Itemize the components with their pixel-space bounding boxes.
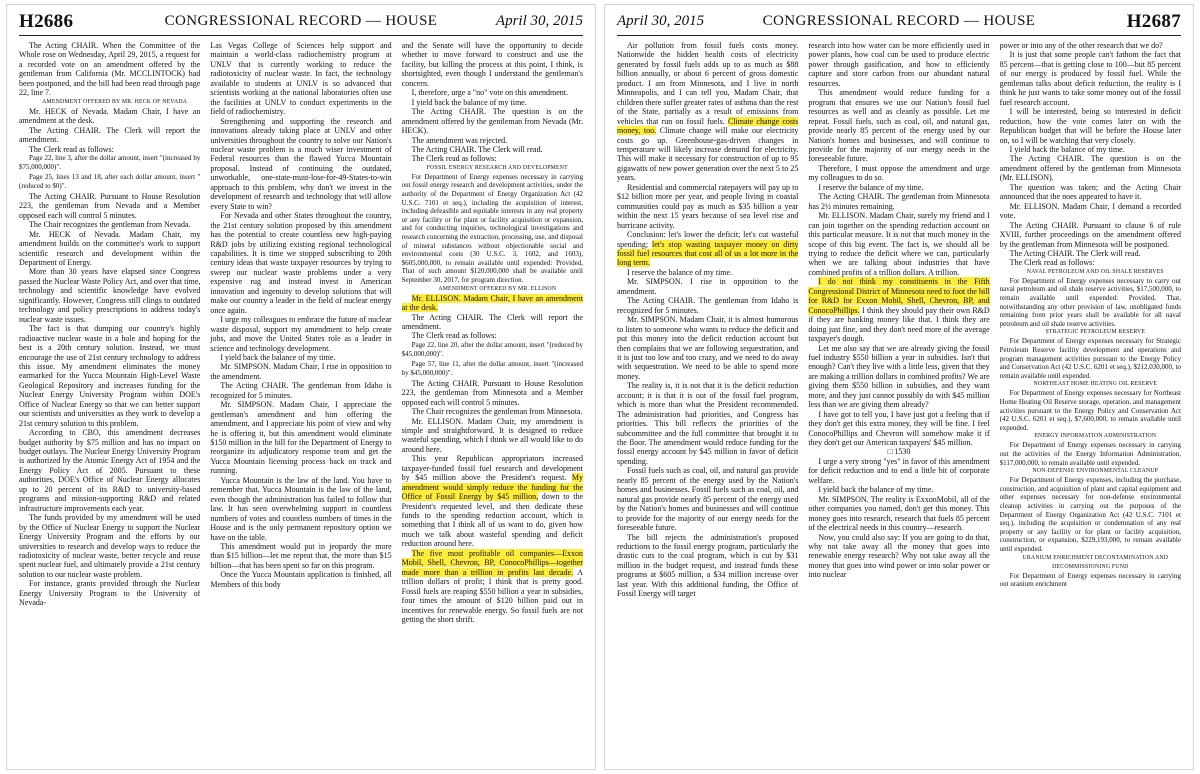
appropriation-text: For Department of Energy expenses necessary to carry out naval petroleum and oil shale reserve activities, $17,500,000, to remain available until expended: Provided, That, notwithstanding any other provision of law, unobligated funds remaining from prior years shall be available for all naval petroleum and oil shale reserve activities. — [999, 276, 1181, 328]
paragraph: I yield back the balance of my time. — [411, 97, 527, 107]
text-run: This year Republican appropriators increased taxpayer-funded fossil fuel research and development by $45 million above the President's request. — [401, 454, 583, 483]
paragraph — [617, 230, 798, 268]
paragraph: The Acting CHAIR. The Clerk will read. — [411, 144, 543, 154]
paragraph: The amendment was rejected. — [411, 135, 508, 145]
column-2 — [210, 41, 391, 761]
appropriation-text: For Department of Energy expenses necessary for Northeast Home Heating Oil Reserve storage, operation, and management activities pursuant to the Energy Policy and Conservation Act (42 U.S.C. 6201 et seq.), $7,600,000, to remain available until expended. — [999, 389, 1181, 432]
amendment-heading: AMENDMENT OFFERED BY MR. HECK OF NEVADA — [42, 98, 188, 105]
text-run: down to the President's requested level, and then dedicate these funds to the spending reduction account, which is something that I think all of us want to do, given how much we talk about wasteful spending and deficit reduction around here. — [401, 492, 583, 549]
appropriation-text: For Department of Energy expenses, including the purchase, construction, and acquisition of plant and capital equipment and other expenses necessary for non-defense environmental cleanup activities in carrying out the purposes of the Department of Energy Organization Act (42 U.S.C. 7101 et seq.), including the acquisition or condemnation of any real property or any facility or for plant or facility acquisition, construction, or expansion, $229,193,000, to remain available until expended. — [999, 476, 1181, 553]
paragraph: The Acting CHAIR. When the Committee of the Whole rose on Wednesday, April 29, 2015, a request for a recorded vote on an amendment offered by the gentleman from California (Mr. MCCLINTOCK) had been postponed, and the bill had been read through page 22, line 7. — [19, 41, 201, 98]
highlight: Climate change costs money, too. — [617, 116, 799, 136]
paragraph: I will be interested, being so interested in deficit reduction, how the vote comes later on with the Republican budget that will be before the House later on, so I will be watching that very closely. — [999, 107, 1181, 145]
paragraph: The Acting CHAIR. The question is on the amendment offered by the gentleman from Minnesota (Mr. ELLISON). — [999, 154, 1181, 183]
paragraph: and the Senate will have the opportunity to decide whether to move forward to construct and use the facility, but killing the process at this point, I think, is shortsighted, even though I understand the gentleman's concern. — [401, 41, 583, 88]
paragraph: The Acting CHAIR. Pursuant to House Resolution 223, the gentleman from Nevada and a Member opposed each will control 5 minutes. — [19, 191, 201, 220]
paragraph: I have got to tell you, I have just got a feeling that if they don't get this extra money, they will be fine. I feel ConocoPhillips and Chevron will somehow make it if they don't get our American taxpayers' $45 million. — [808, 409, 990, 448]
column-1 — [617, 41, 798, 761]
section-heading: NON-DEFENSE ENVIRONMENTAL CLEANUP — [1032, 468, 1159, 475]
highlight: The five most profitable oil companies—Exxon Mobil, Shell, Chevron, BP, ConocoPhillips—together made more than a trillion in profits last decade. — [401, 548, 583, 577]
paragraph: The Chair recognizes the gentleman from Nevada. — [29, 220, 191, 230]
paragraph: This amendment would reduce funding for a program that ensures we use our Nation's fossil fuel resources as well and as cleanly as possible. Let me repeat. Fossil fuels, such as coal, oil, and natural gas, provide nearly 85 percent of the energy used by our Nation's homes and businesses, and will continue to provide for the majority of our energy needs in the foreseeable future. — [808, 88, 990, 164]
paragraph: I urge my colleagues to embrace the future of nuclear waste disposal, support my amendment to help create jobs, and move the United States role as a leader in science and technology development. — [210, 315, 392, 353]
paragraph: The Chair recognizes the gentleman from Minnesota. — [411, 407, 583, 417]
paragraph: The Clerk read as follows: — [29, 144, 114, 154]
amendment-text: Page 57, line 11, after the dollar amount, insert "(increased by $45,000,000)". — [401, 359, 583, 378]
paragraph: Now, you could also say: If you are going to do that, why not take away all the money that goes into renewable energy research? Why not take away all the money that goes into wind power or into solar power or into nuclear — [808, 532, 990, 580]
paragraph: Once the Yucca Mountain application is finished, all Members of this body — [210, 570, 392, 589]
section-heading: URANIUM ENRICHMENT DECONTAMINATION AND DECOMMISSIONING FUND — [1022, 554, 1169, 570]
paragraph: The Acting CHAIR. The gentleman from Idaho is recognized for 5 minutes. — [617, 296, 799, 315]
paragraph — [617, 41, 798, 183]
paragraph: Mr. SIMPSON. Madam Chair, I rise in opposition to the amendment. — [210, 362, 392, 381]
highlight: I do not think my constituents in the Fifth Congressional District of Minnesota need to foot the bill for R&D for Exxon Mobil, Shell, Chevron, BP, and ConocoPhillips. — [808, 277, 990, 315]
paragraph: More than 30 years have elapsed since Congress passed the Nuclear Waste Policy Act, and over that time, technology and scientific knowledge have evolved significantly. However, Congress still clings to outdated technology and policy prescriptions to address today's nuclear waste issues. — [19, 267, 201, 324]
amendment-heading: AMENDMENT OFFERED BY MR. ELLISON — [438, 285, 557, 292]
highlighted-paragraph — [402, 294, 583, 313]
paragraph — [402, 454, 583, 549]
column-3 — [402, 41, 583, 761]
paragraph: The Clerk read as follows: — [411, 331, 497, 341]
paragraph: I urge a very strong "yes" in favor of this amendment for deficit reduction and to end a little bit of corporate welfare. — [808, 456, 990, 485]
page-number: H2686 — [19, 11, 74, 32]
paragraph: The Acting CHAIR. The Clerk will report the amendment. — [19, 125, 201, 145]
text-columns — [19, 41, 583, 761]
paragraph: The Acting CHAIR. The gentleman from Idaho is recognized for 5 minutes. — [210, 381, 392, 400]
column-2 — [808, 41, 989, 761]
page-header — [19, 11, 583, 36]
paragraph: For Nevada and other States throughout the country, the 21st century solution proposed by this amendment has the potential to create countless new high-paying R&D jobs by utilizing existing regional technological capabilities. It is time we stopped subscribing to 20th century ideas that waste taxpayer resources by trying to sweep our nuclear waste problems under a very expensive rug and instead invest in American innovation and ingenuity to develop solutions that will make our country a leader in the field of nuclear energy once again. — [210, 211, 392, 315]
paragraph: Strengthening and supporting the research and innovations already taking place at UNLV and other universities throughout the country to solve our Nation's nuclear waste problem is a much wiser investment of Federal resources than the flawed Yucca Mountain proposal. Instead of continuing the outdated, unworkable, one-state-must-lose-for-49-States-to-win approach to this problem, why don't we invest in the development of research and technology that will allow every State to win? — [210, 116, 392, 211]
paragraph: research into how water can be more efficiently used in power plants, how coal can be used to produce electric power through gasification, and how to efficiently capture and store carbon from our abundant natural resources. — [808, 41, 990, 88]
paragraph: The Acting CHAIR. Pursuant to House Resolution 223, the gentleman from Minnesota and a Member opposed each will control 5 minutes. — [401, 378, 583, 407]
highlight: let's stop wasting taxpayer money on dirty fossil fuel resources that cost all of us a lot more in the long term. — [617, 239, 799, 268]
amendment-text: Page 25, lines 13 and 18, after each dollar amount, insert "(reduced to $0)". — [19, 172, 201, 191]
column-3 — [1000, 41, 1181, 761]
appropriation-text: For Department of Energy expenses necessary in carrying out fossil energy research and development activities, under the authority of the Department of Energy Organization Act (42 U.S.C. 7101 et seq.), including the acquisition of interest, including defeasible and equitable interests in any real property or any facility or for plant or facility acquisition or expansion, and for conducting inquiries, technological investigations and research concerning the extraction, processing, use, and disposal of mineral substances without objectionable social and environmental costs (30 U.S.C. 3, 1602, and 1603), $605,000,000, to remain available until expended: Provided, That of such amount $120,000,000 shall be available until September 30, 2017, for program direction. — [401, 172, 583, 285]
paragraph: I yield back the balance of my time. — [1009, 144, 1125, 154]
paragraph: Mr. SIMPSON. Madam Chair, I appreciate the gentleman's amendment and him offering the amendment, and I appreciate his point of view and why he is offering it, but this amendment would eliminate $150 million in the bill for the Department of Energy to reorganize its adjudicatory response team and get the Yucca Mountain licensing process back on track and running. — [210, 400, 392, 476]
text-run: I think they should pay their own R&D if they are banking money like that. I think they are doing just fine, and they don't need more of the average taxpayer's dough. — [808, 305, 990, 344]
paragraph: I yield back the balance of my time. — [818, 485, 934, 495]
page-header — [617, 11, 1181, 36]
highlight: My amendment would simply reduce the funding for the Office of Fossil Energy by $45 million, — [401, 473, 583, 502]
paragraph: Mr. ELLISON. Madam Chair, my amendment is simple and straightforward. It is designed to reduce wasteful spending, which I think we all would like to do around here. — [401, 416, 583, 454]
paragraph: Mr. SIMPSON. Madam Chair, it is almost humorous to listen to someone who wants to reduce the deficit and put this money into the deficit reduction account but then complains that we are following sequestration, and it is just too low and too crazy, and we need to do away with sequestration. We need to be able to spend more money. — [617, 315, 799, 381]
paragraph: The Acting CHAIR. The question is on the amendment offered by the gentleman from Nevada (Mr. HECK). — [401, 107, 583, 136]
running-title: CONGRESSIONAL RECORD — HOUSE — [164, 13, 438, 29]
paragraph: Let me also say that we are already giving the fossil fuel industry $550 billion a year in subsidies. Isn't that enough? Can't they live with a little less, given that they are making a trillion dollars in combined profits? We are giving them $550 billion in subsidies, and they want more, and they just cannot possibly do with $45 million less than we are giving them already? — [808, 343, 990, 410]
paragraph: I reserve the balance of my time. — [818, 182, 924, 192]
page-right — [604, 4, 1194, 770]
text-run: Air pollution from fossil fuels costs money. Nationwide the hidden health costs of electricity generated by fossil fuels adds up to as much as $88 billion annually, or about 6 percent of gross domestic product. I am from Minnesota, and I live in north Minneapolis, and I can tell you, Madam Chair, that children there suffer greater rates of asthma than the rest of the State, partially as a result of emissions from vehicles that run on fossil fuels. — [617, 41, 799, 126]
text-run: Climate change will make our electricity costs go up. Greenhouse-gas-driven changes in temperature will likely increase demand for electricity. This will make it necessary for construction of up to 95 gigawatts of new power generation over the next 5 to 25 years. — [617, 126, 799, 183]
page-number: H2687 — [1126, 11, 1181, 32]
column-1 — [19, 41, 200, 761]
paragraph: Mr. HECK of Nevada. Madam Chair, my amendment builds on the committee's work to support scientific research and development within the Department of Energy. — [19, 229, 201, 267]
page-left — [6, 4, 596, 770]
paragraph: Mr. SIMPSON. The reality is ExxonMobil, all of the other companies you named, don't get this money. This money goes into research, research that fuels 85 percent of the electrical needs in this country—research. — [808, 494, 990, 533]
page-date: April 30, 2015 — [617, 13, 705, 29]
time-marker: □ 1530 — [887, 447, 911, 457]
paragraph: Mr. ELLISON. Madam Chair, surely my friend and I can join together on the spending reduction account on this particular measure. It is not that much money in the scope of this big event. The fact is, we should all be trying to reduce the deficit where we can, particularly when we are talking about industries that have combined profits of a trillion dollars. A trillion. — [808, 211, 990, 277]
paragraph: Therefore, I must oppose the amendment and urge my colleagues to do so. — [808, 163, 990, 183]
paragraph: The Acting CHAIR. The Clerk will read. — [1009, 248, 1141, 258]
paragraph: Mr. ELLISON. Madam Chair, I demand a recorded vote. — [999, 201, 1181, 221]
paragraph: The question was taken; and the Acting Chair announced that the noes appeared to have it. — [999, 182, 1181, 202]
paragraph: Yucca Mountain is the law of the land. You have to remember that. Yucca Mountain is the law of the land, even though the administration has failed to follow that law. It has seen overwhelming support in countless numbers of votes and countless numbers of times in the House and is the only permanent repository option we have on the table. — [210, 475, 392, 542]
paragraph: According to CBO, this amendment decreases budget authority by $75 million and has no impact on budget outlays. The Nuclear Energy University Program is authorized by the Atomic Energy Act of 1954 and the Energy Policy Act of 2005. Pursuant to these authorities, DOE's Office of Nuclear Energy allocates up to 20 percent of its R&D to university-based programs and mission-supporting R&D and related infrastructure improvements each year. — [19, 428, 201, 513]
paragraph: Mr. HECK of Nevada. Madam Chair, I have an amendment at the desk. — [19, 106, 201, 126]
paragraph: Las Vegas College of Sciences help support and maintain a world-class radiochemistry program at UNLV that is currently working to reduce the radiotoxicity of nuclear waste. In fact, the technology available to students at UNLV is so advanced that scientists working at the national laboratories often use the facilities at UNLV to conduct experiments in the field of radiochemistry. — [210, 41, 392, 117]
text-run: Conclusion: let's lower the deficit; let's cut wasteful spending; — [617, 230, 799, 249]
paragraph: The fact is that dumping our country's highly radioactive nuclear waste in a hole and hoping for the best is a 20th century solution. Instead, we must encourage the use of 21st century technology to address this issue. My amendment eliminates the money earmarked for the Yucca Mountain High-Level Waste Geological Repository and increases funding for the Nuclear Energy University Program within DOE's Office of Nuclear Energy so that we can better support our scientists and universities as they work to develop a 21st century solution to this problem. — [19, 324, 201, 428]
text-columns — [617, 41, 1181, 761]
section-heading: NORTHEAST HOME HEATING OIL RESERVE — [1033, 381, 1158, 388]
appropriation-text: For Department of Energy expenses necessary for Strategic Petroleum Reserve facility development and operations and program management activities pursuant to the Energy Policy and Conservation Act (42 U.S.C. 6201 et seq.), $212,030,000, to remain available until expended. — [999, 337, 1181, 380]
paragraph: The Clerk read as follows: — [411, 154, 497, 164]
amendment-text: Page 22, line 3, after the dollar amount, insert "(increased by $75,000,000)". — [19, 153, 201, 172]
paragraph: Residential and commercial ratepayers will pay up to $12 billion more per year, and people living in coastal communities could pay as much as $35 billion a year within the next 15 years because of sea level rise and hurricane activity. — [617, 182, 799, 230]
paragraph: The reality is, it is not that it is the deficit reduction account; it is that it is out of the fossil fuel program, which is more than what the President recommended. The administration had priorities, and Congress has priorities. This bill reflects the priorities of the subcommittee and the full committee that brought it to the floor. The amendment would reduce funding for the fossil energy account by $45 million in favor of deficit spending. — [617, 381, 799, 466]
paragraph: For instance, grants provided through the Nuclear Energy University Program to the University of Nevada- — [19, 579, 201, 608]
section-heading: NAVAL PETROLEUM AND OIL SHALE RESERVES — [1026, 268, 1164, 275]
text-run: A trillion dollars of profit; I think that is pretty good. Fossil fuels are reaping $550 billion a year in subsidies, four times the amount of $120 billion paid out in incentives for renewable energy. So fossil fuels are not getting the short shrift. — [401, 567, 583, 625]
paragraph: Mr. SIMPSON. I rise in opposition to the amendment. — [617, 277, 799, 296]
paragraph: The funds provided by my amendment will be used by the Office of Nuclear Energy to support the Nuclear Energy University Program and the efforts by our universities to research and develop ways to reduce the radiotoxicity of nuclear waste, better recycle and reuse spent nuclear fuel, and ultimately provide a 21st century solution to our nuclear waste problem. — [19, 513, 201, 579]
paragraph: The Clerk read as follows: — [1009, 258, 1095, 268]
paragraph — [402, 549, 583, 625]
page-date: April 30, 2015 — [495, 13, 583, 29]
paragraph: The Acting CHAIR. The gentleman from Minnesota has 2½ minutes remaining. — [808, 192, 990, 211]
paragraph: The Acting CHAIR. Pursuant to clause 6 of rule XVIII, further proceedings on the amendment offered by the gentleman from Minnesota will be postponed. — [999, 220, 1181, 249]
paragraph: The Acting CHAIR. The Clerk will report the amendment. — [401, 312, 583, 331]
paragraph: The bill rejects the administration's proposed reductions to the fossil energy program, particularly the drastic cuts to the coal program, which is cut by $31 million in the budget request, and instead funds these programs at $605 million, a $34 million increase over last year. With this additional funding, the Office of Fossil Energy will target — [617, 532, 799, 599]
appropriation-text: For Department of Energy expenses necessary in carrying out the activities of the Energy Information Administration, $117,000,000, to remain available until expended. — [999, 441, 1181, 467]
paragraph: I yield back the balance of my time. — [220, 352, 336, 362]
paragraph: power or into any of the other research that we do? — [999, 41, 1163, 50]
section-heading: ENERGY INFORMATION ADMINISTRATION — [1034, 433, 1157, 440]
paragraph — [808, 277, 989, 343]
section-heading: FOSSIL ENERGY RESEARCH AND DEVELOPMENT — [426, 164, 568, 171]
paragraph: This amendment would put in jeopardy the more than $15 billion—let me repeat that, the more than $15 billion—that has been spent so far on this program. — [210, 542, 392, 570]
paragraph: It is just that some people can't fathom the fact that 85 percent—that is getting close to 100—but 85 percent of our energy is produced by fossil fuel. While the gentleman talks about deficit reduction, the reality is I think he just wants to take some money out of the fossil fuel research account. — [999, 50, 1181, 107]
section-heading: STRATEGIC PETROLEUM RESERVE — [1045, 329, 1146, 336]
paragraph: I, therefore, urge a "no" vote on this amendment. — [411, 88, 568, 98]
amendment-text: Page 22, line 20, after the dollar amount, insert "(reduced by $45,000,000)". — [401, 340, 583, 359]
highlight: Mr. ELLISON. Madam Chair, I have an amendment at the desk. — [401, 293, 583, 313]
appropriation-text: For Department of Energy expenses necessary in carrying out uranium enrichment — [999, 571, 1181, 589]
paragraph: Fossil fuels such as coal, oil, and natural gas provide nearly 85 percent of the energy used by the Nation's homes and businesses. Fossil fuels such as coal, oil, and natural gas provide nearly 85 percent of the energy used by the Nation's homes and businesses and will continue to provide for the majority of our energy needs for the foreseeable future. — [617, 466, 799, 533]
running-title: CONGRESSIONAL RECORD — HOUSE — [762, 13, 1036, 29]
paragraph: I reserve the balance of my time. — [627, 267, 733, 277]
